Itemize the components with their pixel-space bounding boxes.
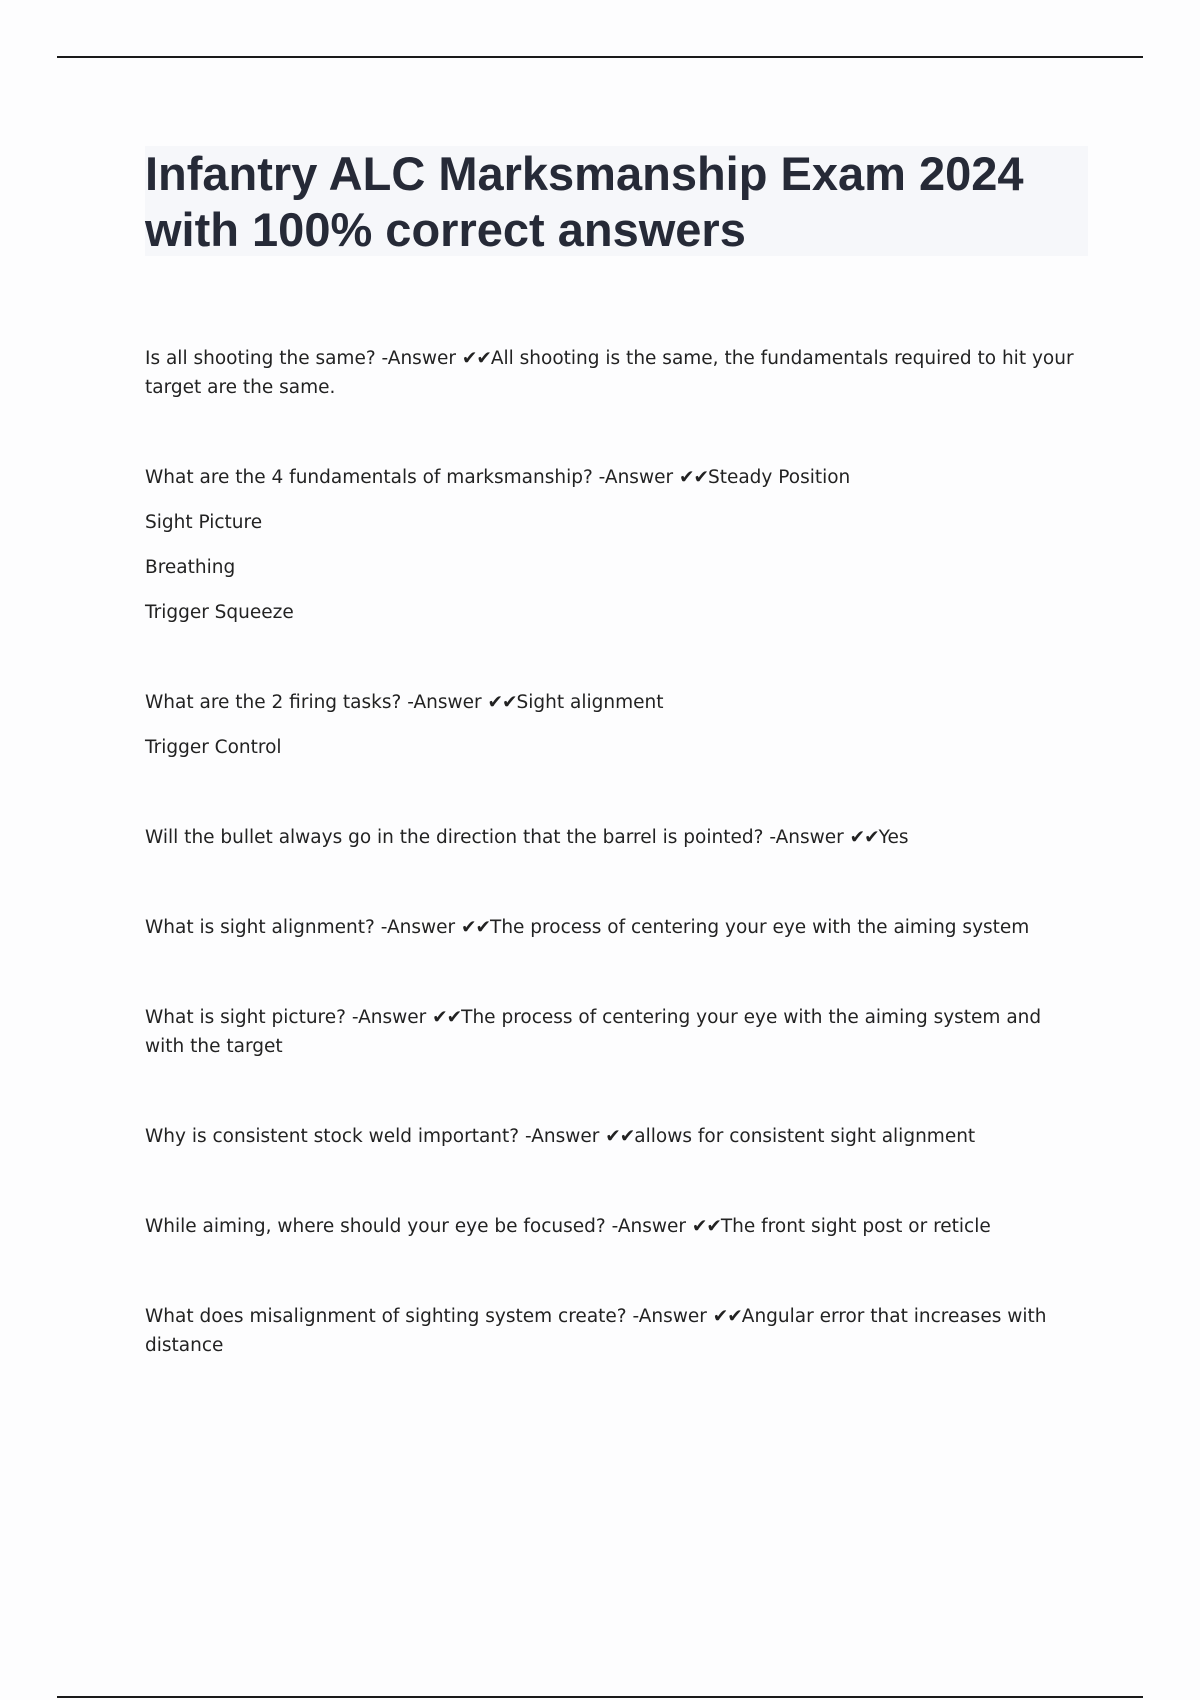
qa-item <box>145 1122 1085 1151</box>
answer-text: Angular error that increases with distance <box>145 1306 1047 1356</box>
qa-item <box>145 344 1085 402</box>
qa-list <box>145 344 1085 1360</box>
title-block <box>145 146 1088 256</box>
qa-line <box>145 463 1085 492</box>
qa-line <box>145 823 1085 852</box>
question-text: What does misalignment of sighting system create? <box>145 1306 627 1327</box>
qa-line <box>145 688 1085 717</box>
question-text: Will the bullet always go in the direction that the barrel is pointed? <box>145 827 764 848</box>
header-rule <box>57 56 1143 58</box>
qa-item <box>145 823 1085 852</box>
answer-marker: -Answer <box>374 917 461 938</box>
page-title: Infantry ALC Marksmanship Exam 2024 with 100% correct answers <box>145 147 1024 256</box>
question-text: While aiming, where should your eye be focused? <box>145 1216 606 1237</box>
answer-marker: -Answer <box>605 1216 692 1237</box>
check-icon: ✔✔ <box>432 1007 462 1028</box>
answer-line: Breathing <box>145 557 236 578</box>
qa-line <box>145 1302 1085 1360</box>
question-text: What are the 4 fundamentals of marksmanship? <box>145 467 593 488</box>
check-icon: ✔✔ <box>461 917 491 938</box>
check-icon: ✔✔ <box>487 692 517 713</box>
qa-item <box>145 1212 1085 1241</box>
answer-text: The front sight post or reticle <box>720 1216 991 1237</box>
check-icon: ✔✔ <box>461 348 491 369</box>
question-text: What is sight picture? <box>145 1007 346 1028</box>
answer-text: The process of centering your eye with the aiming system <box>490 917 1030 938</box>
answer-text: allows for consistent sight alignment <box>634 1126 976 1147</box>
answer-text: All shooting is the same, the fundamentals required to hit your target are the same. <box>145 348 1074 398</box>
answer-line: Trigger Control <box>145 737 282 758</box>
answer-marker: -Answer <box>519 1126 606 1147</box>
answer-text: Yes <box>878 827 909 848</box>
answer-text: Steady Position <box>707 467 851 488</box>
check-icon: ✔✔ <box>712 1306 742 1327</box>
check-icon: ✔✔ <box>849 827 879 848</box>
answer-marker: -Answer <box>763 827 850 848</box>
answer-marker: -Answer <box>401 692 488 713</box>
check-icon: ✔✔ <box>678 467 708 488</box>
qa-line <box>145 1003 1085 1061</box>
answer-marker: -Answer <box>592 467 679 488</box>
question-text: What is sight alignment? <box>145 917 375 938</box>
answer-text: The process of centering your eye with the aiming system and with the target <box>145 1007 1042 1057</box>
qa-item <box>145 1003 1085 1061</box>
answer-line: Trigger Squeeze <box>145 602 294 623</box>
answer-marker: -Answer <box>345 1007 433 1028</box>
qa-item <box>145 1302 1085 1360</box>
qa-line <box>145 913 1085 942</box>
question-text: Is all shooting the same? <box>145 348 376 369</box>
qa-line <box>145 1212 1085 1241</box>
qa-line <box>145 344 1085 402</box>
question-text: What are the 2 firing tasks? <box>145 692 402 713</box>
qa-item <box>145 463 1085 627</box>
answer-text: Sight alignment <box>516 692 664 713</box>
qa-line <box>145 1122 1085 1151</box>
qa-item <box>145 688 1085 762</box>
footer-rule <box>57 1696 1143 1698</box>
answer-line: Sight Picture <box>145 512 263 533</box>
qa-item <box>145 913 1085 942</box>
question-text: Why is consistent stock weld important? <box>145 1126 520 1147</box>
check-icon: ✔✔ <box>605 1126 635 1147</box>
check-icon: ✔✔ <box>691 1216 721 1237</box>
answer-marker: -Answer <box>626 1306 713 1327</box>
answer-marker: -Answer <box>375 348 462 369</box>
